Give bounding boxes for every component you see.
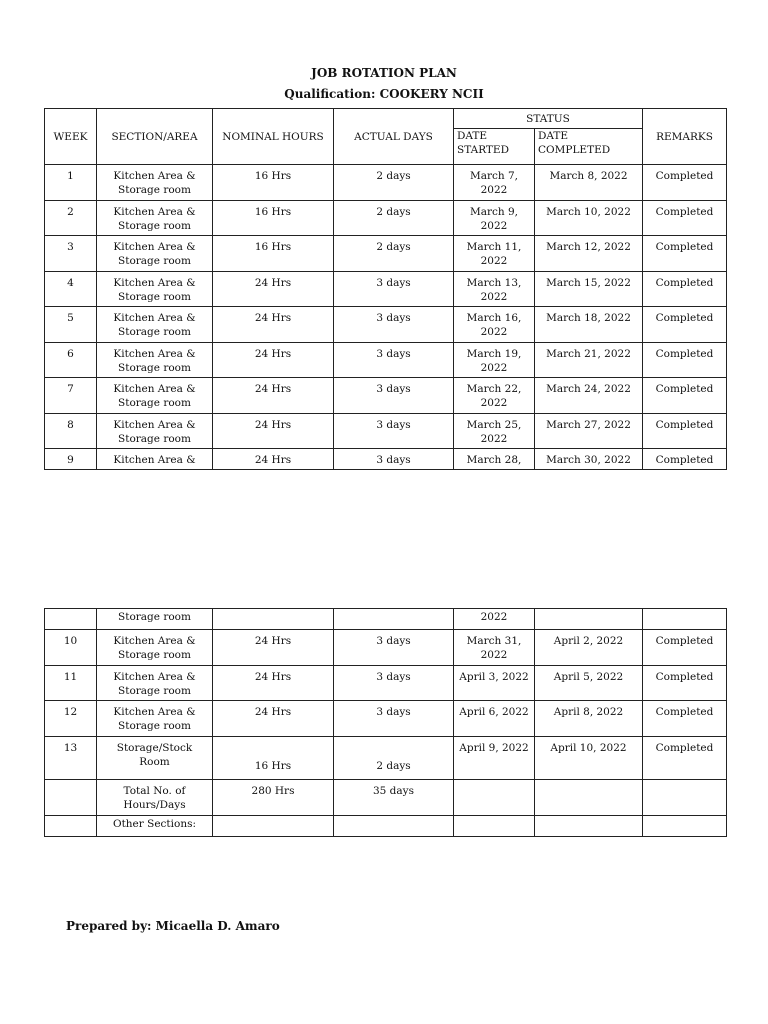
cell-week: 9 bbox=[45, 449, 97, 470]
cell-remarks: Completed bbox=[643, 378, 727, 414]
cell-started: April 9, 2022 bbox=[454, 736, 535, 779]
cell-nominal: 24 Hrs bbox=[213, 342, 334, 378]
cell-week: 8 bbox=[45, 413, 97, 449]
cell-started: March 16, 2022 bbox=[454, 307, 535, 343]
cell-nominal: 24 Hrs bbox=[213, 271, 334, 307]
cell-nominal: 16 Hrs bbox=[213, 236, 334, 272]
cell-remarks bbox=[643, 815, 727, 836]
other-sections-label: Other Sections: bbox=[97, 815, 213, 836]
cell-week bbox=[45, 609, 97, 630]
cell-week bbox=[45, 779, 97, 815]
cell-remarks: Completed bbox=[643, 307, 727, 343]
cell-week: 12 bbox=[45, 701, 97, 737]
header-actual-days: ACTUAL DAYS bbox=[334, 109, 454, 165]
cell-actual: 3 days bbox=[334, 271, 454, 307]
table-row bbox=[45, 665, 727, 701]
cell-actual: 3 days bbox=[334, 449, 454, 470]
cell-started: March 13, 2022 bbox=[454, 271, 535, 307]
cell-nominal: 24 Hrs bbox=[213, 630, 334, 666]
header-date-started: DATE STARTED bbox=[454, 129, 535, 165]
qualification-subtitle: Qualification: COOKERY NCII bbox=[284, 87, 484, 101]
cell-week: 11 bbox=[45, 665, 97, 701]
cell-week bbox=[45, 815, 97, 836]
cell-actual: 3 days bbox=[334, 342, 454, 378]
cell-nominal: 16 Hrs bbox=[213, 200, 334, 236]
table-row bbox=[45, 236, 727, 272]
cell-section: Kitchen Area & Storage room bbox=[97, 236, 213, 272]
cell-actual: 3 days bbox=[334, 630, 454, 666]
cell-section: Kitchen Area & Storage room bbox=[97, 342, 213, 378]
cell-completed: March 27, 2022 bbox=[535, 413, 643, 449]
cell-section: Kitchen Area & Storage room bbox=[97, 200, 213, 236]
table-row-13 bbox=[45, 736, 727, 779]
cell-section: Storage/Stock Room bbox=[97, 736, 213, 779]
cell-completed: March 30, 2022 bbox=[535, 449, 643, 470]
cell-section: Kitchen Area & Storage room bbox=[97, 165, 213, 201]
cell-nominal: 24 Hrs bbox=[213, 413, 334, 449]
cell-completed: April 5, 2022 bbox=[535, 665, 643, 701]
cell-completed bbox=[535, 609, 643, 630]
table-row bbox=[45, 701, 727, 737]
table-row bbox=[45, 200, 727, 236]
cell-section: Kitchen Area & Storage room bbox=[97, 378, 213, 414]
cell-nominal: 16 Hrs bbox=[213, 165, 334, 201]
cell-actual: 2 days bbox=[334, 736, 454, 779]
header-date-completed: DATE COMPLETED bbox=[535, 129, 643, 165]
cell-completed: April 2, 2022 bbox=[535, 630, 643, 666]
cell-started: March 31, 2022 bbox=[454, 630, 535, 666]
page-title: JOB ROTATION PLAN bbox=[311, 66, 457, 80]
table-row bbox=[45, 165, 727, 201]
table-row-continuation bbox=[45, 609, 727, 630]
cell-actual: 3 days bbox=[334, 378, 454, 414]
table-row bbox=[45, 413, 727, 449]
rotation-table-part-1 bbox=[44, 108, 727, 470]
cell-actual: 3 days bbox=[334, 665, 454, 701]
cell-remarks: Completed bbox=[643, 665, 727, 701]
cell-completed: March 10, 2022 bbox=[535, 200, 643, 236]
header-section: SECTION/AREA bbox=[97, 109, 213, 165]
cell-completed: March 24, 2022 bbox=[535, 378, 643, 414]
cell-section: Kitchen Area & Storage room bbox=[97, 630, 213, 666]
cell-nominal: 24 Hrs bbox=[213, 378, 334, 414]
cell-completed: March 15, 2022 bbox=[535, 271, 643, 307]
table-row bbox=[45, 378, 727, 414]
header-week: WEEK bbox=[45, 109, 97, 165]
cell-actual: 2 days bbox=[334, 165, 454, 201]
cell-remarks: Completed bbox=[643, 271, 727, 307]
totals-label: Total No. of Hours/Days bbox=[97, 779, 213, 815]
cell-completed: April 8, 2022 bbox=[535, 701, 643, 737]
prepared-by: Prepared by: Micaella D. Amaro bbox=[66, 919, 280, 933]
cell-week: 5 bbox=[45, 307, 97, 343]
cell-completed bbox=[535, 779, 643, 815]
cell-week: 13 bbox=[45, 736, 97, 779]
header-remarks: REMARKS bbox=[643, 109, 727, 165]
cell-remarks: Completed bbox=[643, 200, 727, 236]
cell-started: 2022 bbox=[454, 609, 535, 630]
rotation-table-part-2 bbox=[44, 608, 727, 837]
cell-section: Kitchen Area & Storage room bbox=[97, 307, 213, 343]
cell-actual bbox=[334, 609, 454, 630]
cell-section: Storage room bbox=[97, 609, 213, 630]
cell-actual: 3 days bbox=[334, 701, 454, 737]
cell-actual: 3 days bbox=[334, 307, 454, 343]
cell-week: 6 bbox=[45, 342, 97, 378]
totals-nominal: 280 Hrs bbox=[213, 779, 334, 815]
cell-actual: 2 days bbox=[334, 236, 454, 272]
table-row-totals bbox=[45, 779, 727, 815]
cell-completed bbox=[535, 815, 643, 836]
cell-remarks: Completed bbox=[643, 165, 727, 201]
cell-week: 3 bbox=[45, 236, 97, 272]
cell-nominal bbox=[213, 609, 334, 630]
cell-completed: March 8, 2022 bbox=[535, 165, 643, 201]
cell-completed: March 21, 2022 bbox=[535, 342, 643, 378]
cell-started bbox=[454, 779, 535, 815]
cell-remarks: Completed bbox=[643, 630, 727, 666]
cell-remarks: Completed bbox=[643, 736, 727, 779]
table-row bbox=[45, 630, 727, 666]
totals-actual: 35 days bbox=[334, 779, 454, 815]
header-nominal-hours: NOMINAL HOURS bbox=[213, 109, 334, 165]
cell-actual bbox=[334, 815, 454, 836]
cell-nominal: 24 Hrs bbox=[213, 307, 334, 343]
cell-section: Kitchen Area & Storage room bbox=[97, 701, 213, 737]
cell-started: March 7, 2022 bbox=[454, 165, 535, 201]
cell-started: March 25, 2022 bbox=[454, 413, 535, 449]
cell-week: 2 bbox=[45, 200, 97, 236]
table-row bbox=[45, 307, 727, 343]
cell-week: 1 bbox=[45, 165, 97, 201]
table-row bbox=[45, 449, 727, 470]
table-body-part-2 bbox=[45, 630, 727, 737]
cell-week: 4 bbox=[45, 271, 97, 307]
table-row bbox=[45, 271, 727, 307]
cell-actual: 3 days bbox=[334, 413, 454, 449]
cell-remarks bbox=[643, 609, 727, 630]
cell-nominal: 24 Hrs bbox=[213, 449, 334, 470]
cell-completed: March 18, 2022 bbox=[535, 307, 643, 343]
header-status: STATUS bbox=[454, 109, 643, 129]
cell-remarks: Completed bbox=[643, 701, 727, 737]
cell-nominal: 16 Hrs bbox=[213, 736, 334, 779]
cell-section: Kitchen Area & bbox=[97, 449, 213, 470]
cell-remarks: Completed bbox=[643, 413, 727, 449]
table-body-part-1 bbox=[45, 165, 727, 470]
cell-started: April 6, 2022 bbox=[454, 701, 535, 737]
cell-completed: March 12, 2022 bbox=[535, 236, 643, 272]
cell-completed: April 10, 2022 bbox=[535, 736, 643, 779]
cell-started: March 9, 2022 bbox=[454, 200, 535, 236]
cell-started: March 11, 2022 bbox=[454, 236, 535, 272]
cell-remarks: Completed bbox=[643, 236, 727, 272]
cell-actual: 2 days bbox=[334, 200, 454, 236]
cell-section: Kitchen Area & Storage room bbox=[97, 413, 213, 449]
cell-started: March 28, bbox=[454, 449, 535, 470]
cell-started: April 3, 2022 bbox=[454, 665, 535, 701]
cell-remarks: Completed bbox=[643, 449, 727, 470]
cell-week: 7 bbox=[45, 378, 97, 414]
cell-started: March 22, 2022 bbox=[454, 378, 535, 414]
cell-section: Kitchen Area & Storage room bbox=[97, 665, 213, 701]
cell-started: March 19, 2022 bbox=[454, 342, 535, 378]
cell-started bbox=[454, 815, 535, 836]
cell-nominal bbox=[213, 815, 334, 836]
cell-nominal: 24 Hrs bbox=[213, 701, 334, 737]
cell-nominal: 24 Hrs bbox=[213, 665, 334, 701]
cell-remarks bbox=[643, 779, 727, 815]
cell-remarks: Completed bbox=[643, 342, 727, 378]
cell-section: Kitchen Area & Storage room bbox=[97, 271, 213, 307]
table-row-other-sections bbox=[45, 815, 727, 836]
table-row bbox=[45, 342, 727, 378]
cell-week: 10 bbox=[45, 630, 97, 666]
